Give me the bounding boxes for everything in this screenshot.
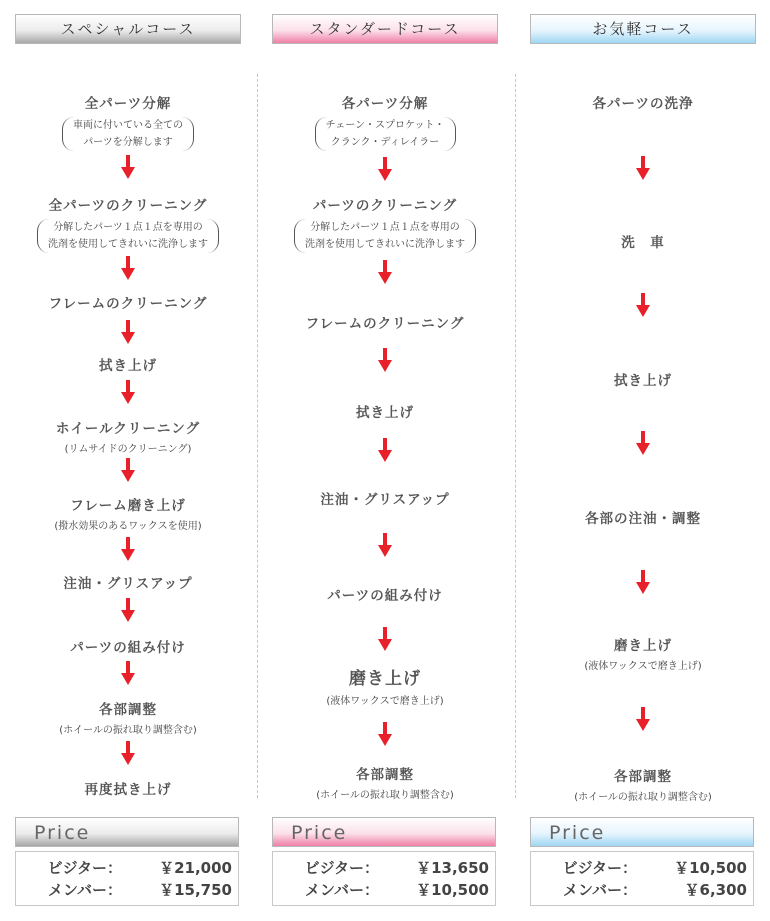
step-item [15, 292, 241, 312]
step-note-line: (液体ワックスで磨き上げ) [326, 696, 444, 707]
step-item [272, 312, 498, 332]
member-price: ￥15,750 [159, 881, 232, 899]
step-item [272, 763, 498, 804]
price-box [530, 851, 754, 906]
step-title: パーツの組み付け [327, 588, 443, 604]
price-heading: Price [530, 817, 754, 847]
step-note-line: 分解したパーツ１点１点を専用の [53, 222, 203, 233]
course-header: スペシャルコース [15, 14, 241, 44]
step-item [15, 778, 241, 798]
arrow-down-icon [378, 438, 392, 462]
step-note [272, 694, 498, 710]
visitor-label: ビジター： [562, 859, 637, 877]
member-label: メンバー： [563, 881, 637, 899]
step-note-line: (ホイールの振れ取り調整含む) [316, 790, 454, 801]
step-note [15, 519, 241, 535]
arrow-down-icon [121, 741, 135, 765]
course-header: お気軽コース [530, 14, 756, 44]
step-note [272, 219, 498, 253]
course-header: スタンダードコース [272, 14, 498, 44]
arrow-down-icon [121, 380, 135, 404]
arrow-down-icon [121, 537, 135, 561]
step-item [15, 92, 241, 151]
step-item [272, 488, 498, 508]
step-title: 磨き上げ [349, 669, 421, 689]
step-note-line: 分解したパーツ１点１点を専用の [310, 222, 460, 233]
arrow-down-icon [636, 293, 650, 317]
step-note [530, 790, 756, 806]
visitor-label: ビジター： [47, 859, 122, 877]
step-title: フレームのクリーニング [305, 316, 465, 332]
step-title: 各部の注油・調整 [585, 511, 701, 527]
member-label: メンバー： [305, 881, 379, 899]
step-item [15, 698, 241, 739]
step-note-line: (撥水効果のあるワックスを使用) [54, 521, 202, 532]
step-title: 拭き上げ [99, 358, 157, 374]
course-standard [272, 0, 498, 921]
step-title: 各部調整 [356, 767, 414, 783]
step-title: パーツのクリーニング [312, 198, 458, 214]
visitor-price: ￥13,650 [416, 859, 489, 877]
arrow-down-icon [121, 320, 135, 344]
step-title: 各部調整 [614, 769, 672, 785]
step-title: 各パーツの洗浄 [592, 96, 694, 112]
step-title: ホイールクリーニング [55, 421, 201, 437]
arrow-down-icon [121, 155, 135, 179]
member-label: メンバー： [48, 881, 122, 899]
step-note-line: クランク・ディレイラー [330, 137, 440, 148]
price-panel [272, 817, 496, 906]
price-panel [15, 817, 239, 906]
step-item [15, 417, 241, 458]
step-title: 注油・グリスアップ [320, 492, 450, 508]
arrow-down-icon [378, 627, 392, 651]
step-title: 磨き上げ [614, 638, 672, 654]
step-title: 全パーツ分解 [84, 96, 172, 112]
step-note-line: (リムサイドのクリーニング) [64, 444, 192, 455]
step-note [15, 219, 241, 253]
step-title: 注油・グリスアップ [63, 576, 193, 592]
step-note-line: (ホイールの振れ取り調整含む) [574, 792, 712, 803]
step-note-line: 洗剤を使用してきれいに洗浄します [48, 239, 208, 250]
price-box [272, 851, 496, 906]
step-item [15, 194, 241, 253]
step-item [530, 634, 756, 675]
step-note-line: (ホイールの振れ取り調整含む) [59, 725, 197, 736]
price-heading: Price [15, 817, 239, 847]
arrow-down-icon [378, 157, 392, 181]
step-item [272, 584, 498, 604]
arrow-down-icon [636, 156, 650, 180]
price-box [15, 851, 239, 906]
arrow-down-icon [378, 533, 392, 557]
step-note-line: 洗剤を使用してきれいに洗浄します [305, 239, 465, 250]
column-divider [257, 74, 258, 798]
step-note-line: (液体ワックスで磨き上げ) [584, 661, 702, 672]
step-title: 各パーツ分解 [341, 96, 429, 112]
step-title: フレーム磨き上げ [70, 498, 186, 514]
column-divider [515, 74, 516, 798]
arrow-down-icon [636, 570, 650, 594]
step-item [272, 664, 498, 710]
arrow-down-icon [378, 348, 392, 372]
step-item [530, 231, 756, 251]
arrow-down-icon [121, 661, 135, 685]
step-item [272, 401, 498, 421]
step-title: パーツの組み付け [70, 640, 186, 656]
course-casual [530, 0, 756, 921]
step-note [272, 117, 498, 151]
price-heading: Price [272, 817, 496, 847]
step-item [15, 354, 241, 374]
arrow-down-icon [378, 722, 392, 746]
step-title: 各部調整 [99, 702, 157, 718]
arrow-down-icon [121, 458, 135, 482]
step-item [272, 194, 498, 253]
step-title: 再度拭き上げ [84, 782, 172, 798]
arrow-down-icon [121, 598, 135, 622]
step-item [530, 765, 756, 806]
step-title: 全パーツのクリーニング [48, 198, 208, 214]
step-note [530, 659, 756, 675]
step-item [15, 494, 241, 535]
visitor-price: ￥21,000 [159, 859, 232, 877]
step-note [15, 117, 241, 151]
visitor-price: ￥10,500 [674, 859, 747, 877]
step-item [15, 636, 241, 656]
step-note [15, 442, 241, 458]
step-item [530, 369, 756, 389]
step-title: 洗 車 [621, 235, 665, 251]
step-item [15, 572, 241, 592]
course-special [15, 0, 241, 921]
visitor-label: ビジター： [304, 859, 379, 877]
step-note-line: チェーン・スプロケット・ [325, 120, 445, 131]
step-item [530, 507, 756, 527]
step-title: 拭き上げ [614, 373, 672, 389]
step-note-line: パーツを分解します [83, 137, 173, 148]
arrow-down-icon [636, 707, 650, 731]
step-item [272, 92, 498, 151]
price-panel [530, 817, 754, 906]
step-title: 拭き上げ [356, 405, 414, 421]
arrow-down-icon [121, 256, 135, 280]
member-price: ￥6,300 [684, 881, 747, 899]
step-title: フレームのクリーニング [48, 296, 208, 312]
step-note [272, 788, 498, 804]
step-item [530, 92, 756, 112]
step-note [15, 723, 241, 739]
arrow-down-icon [636, 431, 650, 455]
step-note-line: 車両に付いている全ての [73, 120, 183, 131]
arrow-down-icon [378, 260, 392, 284]
member-price: ￥10,500 [416, 881, 489, 899]
